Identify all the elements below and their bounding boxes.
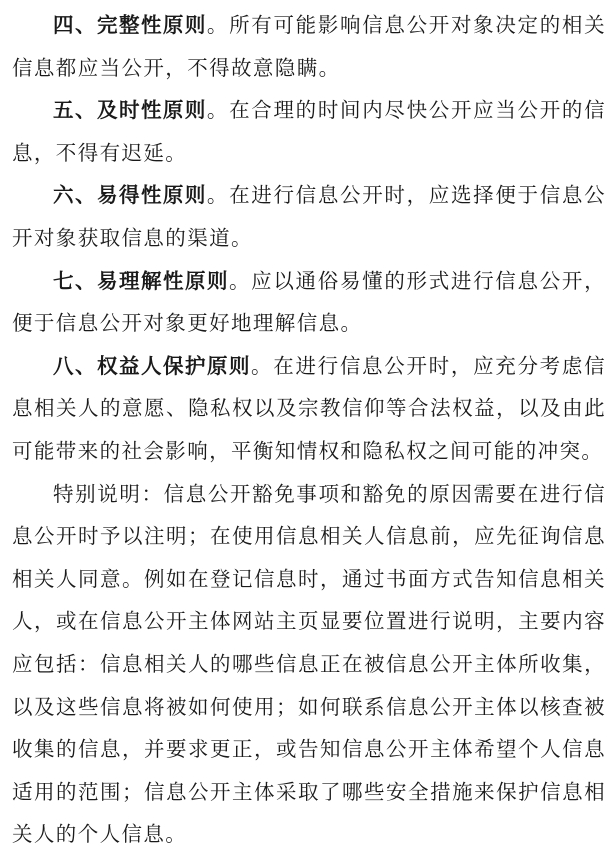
principle-heading: 六、易得性原则: [53, 183, 207, 208]
document-page: [12, 4, 606, 856]
principle-heading: 八、权益人保护原则: [53, 353, 252, 378]
principle-heading: 五、及时性原则: [53, 98, 207, 123]
principle-completeness: [12, 4, 606, 89]
principle-heading: 七、易理解性原则: [53, 268, 229, 293]
principle-timeliness: [12, 89, 606, 174]
principle-stakeholder-protection: [12, 345, 606, 473]
special-note-body: 特别说明：信息公开豁免事项和豁免的原因需要在进行信息公开时予以注明；在使用信息相关人信息前，应先征询信息相关人同意。例如在登记信息时，通过书面方式告知信息相关人，或在信息公开主体网站主页显要位置进行说明，主要内容应包括：信息相关人的哪些信息正在被信息公开主体所收集，以及这些信息将被如何使用；如何联系信息公开主体以核查被收集的信息，并要求更正，或告知信息公开主体希望个人信息适用的范围；信息公开主体采取了哪些安全措施来保护信息相关人的个人信息。: [12, 481, 606, 847]
special-note: [12, 473, 606, 856]
principle-body: 。在进行信息公开时，应选择便于信息公开对象获取信息的渠道。: [12, 183, 607, 250]
principle-body: 。应以通俗易懂的形式进行信息公开，便于信息公开对象更好地理解信息。: [12, 268, 606, 336]
principle-body: 。在进行信息公开时，应充分考虑信息相关人的意愿、隐私权以及宗教信仰等合法权益，以及由此可能带来的社会影响，平衡知情权和隐私权之间可能的冲突。: [12, 353, 606, 463]
principle-heading: 四、完整性原则: [53, 13, 207, 37]
principle-comprehensibility: [12, 260, 606, 345]
principle-accessibility: [12, 174, 606, 259]
principle-body: 。在合理的时间内尽快公开应当公开的信息，不得有迟延。: [12, 98, 607, 165]
principle-body: 。所有可能影响信息公开对象决定的相关信息都应当公开，不得故意隐瞒。: [12, 13, 607, 80]
